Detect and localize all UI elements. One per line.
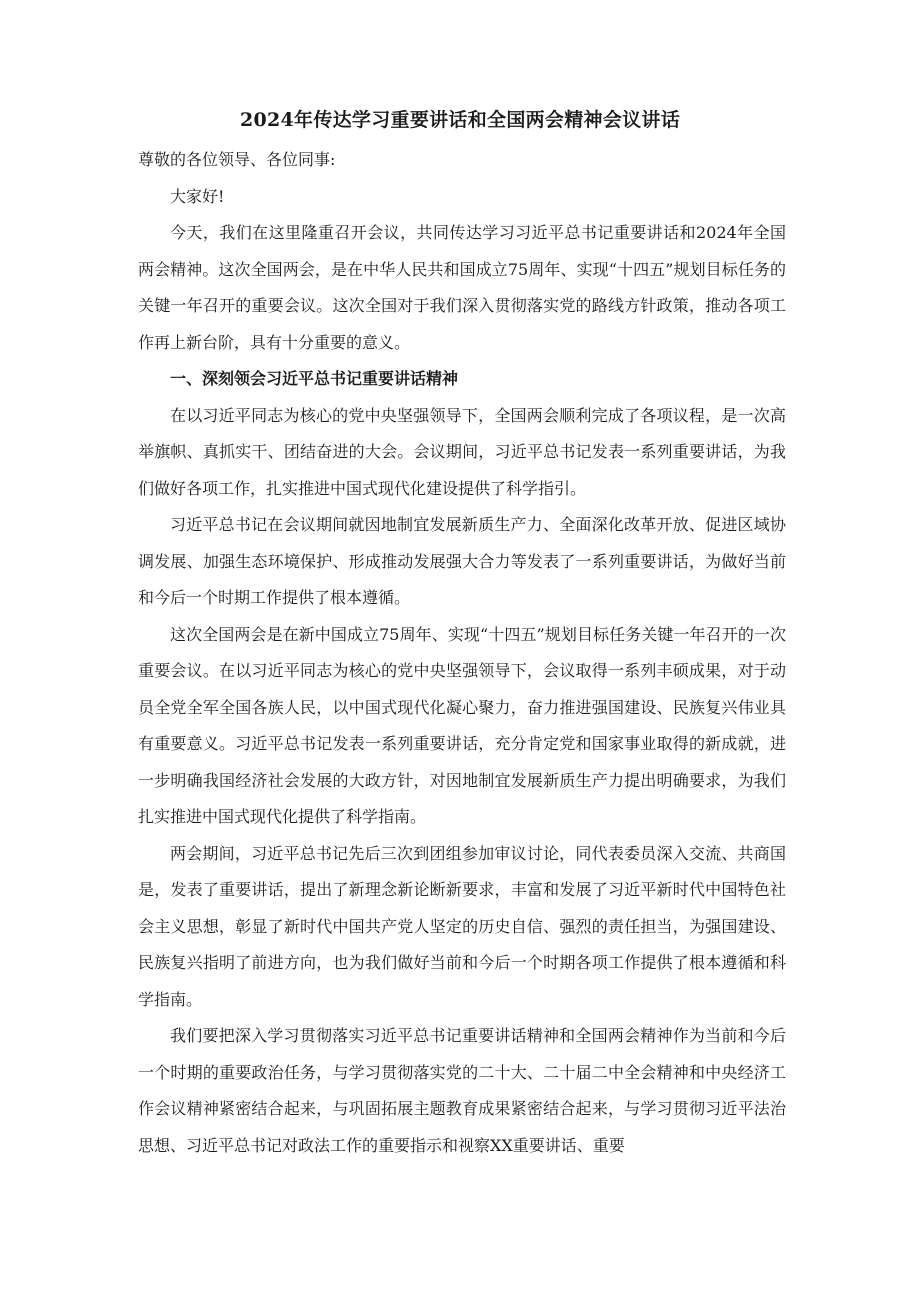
paragraph-tasks: 我们要把深入学习贯彻落实习近平总书记重要讲话精神和全国两会精神作为当前和今后一个时期的重要政治任务，与学习贯彻落实党的二十大、二十届二中全会精神和中央经济工作会议精神紧密结合起来，与巩固拓展主题教育成果紧密结合起来，与学习贯彻习近平法治思想、习近平总书记对政法工作的重要指示和视察XX重要讲话、重要 xyxy=(138,1026,786,1155)
paragraph-speeches: 习近平总书记在会议期间就因地制宜发展新质生产力、全面深化改革开放、促进区域协调发展、加强生态环境保护、形成推动发展强大合力等发表了一系列重要讲话，为做好当前和今后一个时期工作提供了根本遵循。 xyxy=(138,515,786,607)
paragraph-leadership: 在以习近平同志为核心的党中央坚强领导下，全国两会顺利完成了各项议程，是一次高举旗帜、真抓实干、团结奋进的大会。会议期间，习近平总书记发表一系列重要讲话，为我们做好各项工作，扎实推进中国式现代化建设提供了科学指引。 xyxy=(138,405,786,498)
document-body xyxy=(138,142,786,1164)
salutation: 尊敬的各位领导、各位同事: xyxy=(138,150,336,169)
document-title: 2024年传达学习重要讲话和全国两会精神会议讲话 xyxy=(239,109,681,131)
paragraph-delegations: 两会期间，习近平总书记先后三次到团组参加审议讨论，同代表委员深入交流、共商国是，发表了重要讲话，提出了新理念新论断新要求，丰富和发展了习近平新时代中国特色社会主义思想，彰显了新时代中国共产党人坚定的历史自信、强烈的责任担当，为强国建设、民族复兴指明了前进方向，也为我们做好当前和今后一个时期各项工作提供了根本遵循和科学指南。 xyxy=(138,843,786,1009)
paragraph-meeting-significance: 这次全国两会是在新中国成立75周年、实现“十四五”规划目标任务关键一年召开的一次重要会议。在以习近平同志为核心的党中央坚强领导下，会议取得一系列丰硕成果，对于动员全党全军全国各族人民，以中国式现代化凝心聚力，奋力推进强国建设、民族复兴伟业具有重要意义。习近平总书记发表一系列重要讲话，充分肯定党和国家事业取得的新成就，进一步明确我国经济社会发展的大政方针，对因地制宜发展新质生产力提出明确要求，为我们扎实推进中国式现代化提供了科学指南。 xyxy=(138,624,786,826)
section-heading: 一、深刻领会习近平总书记重要讲话精神 xyxy=(170,369,459,388)
paragraph-intro: 今天，我们在这里隆重召开会议，共同传达学习习近平总书记重要讲话和2024年全国两会精神。这次全国两会，是在中华人民共和国成立75周年、实现“十四五”规划目标任务的关键一年召开的重要会议。这次全国对于我们深入贯彻落实党的路线方针政策，推动各项工作再上新台阶，具有十分重要的意义。 xyxy=(138,223,786,352)
greeting: 大家好! xyxy=(170,186,225,206)
